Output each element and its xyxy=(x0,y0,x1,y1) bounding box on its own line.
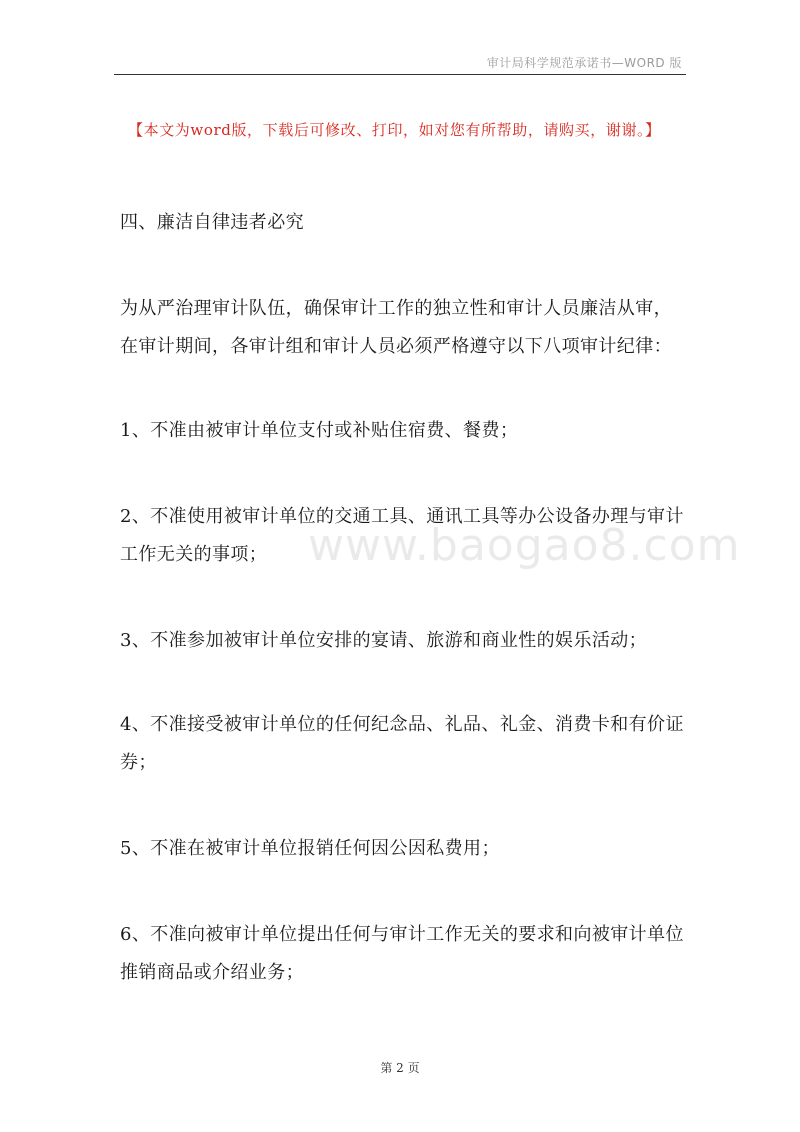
rule-item-6: 6、不准向被审计单位提出任何与审计工作无关的要求和向被审计单位推销商品或介绍业务； xyxy=(120,924,684,983)
header-rule xyxy=(114,74,686,75)
rule-item-2: 2、不准使用被审计单位的交通工具、通讯工具等办公设备办理与审计工作无关的事项； xyxy=(120,506,684,565)
page-header-title: 审计局科学规范承诺书—WORD 版 xyxy=(486,56,682,70)
rule-item-1: 1、不准由被审计单位支付或补贴住宿费、餐费； xyxy=(120,420,519,441)
section-heading: 四、廉洁自律违者必究 xyxy=(120,212,304,233)
rule-item-4: 4、不准接受被审计单位的任何纪念品、礼品、礼金、消费卡和有价证券； xyxy=(120,714,684,773)
rule-item-3: 3、不准参加被审计单位安排的宴请、旅游和商业性的娱乐活动； xyxy=(120,630,648,651)
rule-item-5: 5、不准在被审计单位报销任何因公因私费用； xyxy=(120,838,500,859)
intro-paragraph: 为从严治理审计队伍，确保审计工作的独立性和审计人员廉洁从审，在审计期间，各审计组和审计人员必须严格遵守以下八项审计纪律： xyxy=(120,298,672,357)
purchase-notice: 【本文为word版，下载后可修改、打印，如对您有所帮助，请购买，谢谢。】 xyxy=(128,121,661,139)
page-number: 第 2 页 xyxy=(380,1061,420,1075)
watermark: www.baogao8.com xyxy=(308,520,741,571)
